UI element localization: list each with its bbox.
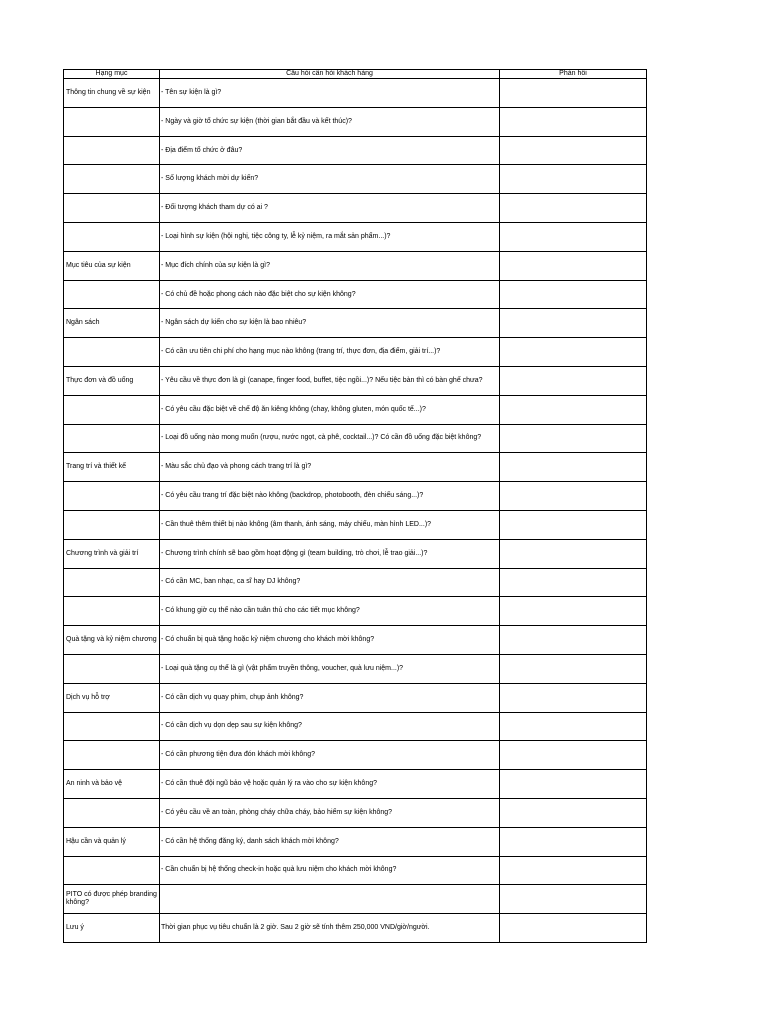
response-cell [500, 136, 647, 165]
response-cell [500, 482, 647, 511]
response-cell [500, 626, 647, 655]
response-cell [500, 280, 647, 309]
question-cell: - Cần thuê thêm thiết bị nào không (âm thanh, ánh sáng, máy chiếu, màn hình LED...)? [160, 511, 500, 540]
response-cell [500, 194, 647, 223]
question-cell: - Có cần dịch vụ quay phim, chụp ảnh không? [160, 683, 500, 712]
table-row [64, 194, 647, 223]
response-cell [500, 511, 647, 540]
response-cell [500, 827, 647, 856]
category-cell: Ngân sách [64, 309, 160, 338]
table-row [64, 539, 647, 568]
response-cell [500, 856, 647, 885]
question-cell: - Có cần MC, ban nhạc, ca sĩ hay DJ không? [160, 568, 500, 597]
response-cell [500, 453, 647, 482]
category-cell [64, 798, 160, 827]
response-cell [500, 798, 647, 827]
question-cell: - Cần chuẩn bị hệ thống check-in hoặc quà lưu niệm cho khách mời không? [160, 856, 500, 885]
response-cell [500, 107, 647, 136]
response-cell [500, 223, 647, 252]
table-row [64, 597, 647, 626]
response-cell [500, 165, 647, 194]
response-cell [500, 539, 647, 568]
table-row [64, 309, 647, 338]
category-cell: Quà tặng và kỷ niệm chương [64, 626, 160, 655]
category-cell [64, 568, 160, 597]
header-response: Phản hồi [500, 70, 647, 79]
table-row [64, 712, 647, 741]
response-cell [500, 654, 647, 683]
category-cell [64, 107, 160, 136]
question-cell: - Loại quà tặng cụ thể là gì (vật phẩm truyền thông, voucher, quà lưu niệm...)? [160, 654, 500, 683]
response-cell [500, 683, 647, 712]
response-cell [500, 885, 647, 914]
response-cell [500, 568, 647, 597]
category-cell [64, 165, 160, 194]
category-cell [64, 856, 160, 885]
question-cell: Thời gian phục vụ tiêu chuẩn là 2 giờ. Sau 2 giờ sẽ tính thêm 250,000 VND/giờ/người. [160, 914, 500, 943]
category-cell: Dịch vụ hỗ trợ [64, 683, 160, 712]
question-cell: - Có cần ưu tiên chi phí cho hạng mục nào không (trang trí, thực đơn, địa điểm, giải trí...)? [160, 338, 500, 367]
question-cell: - Số lượng khách mời dự kiến? [160, 165, 500, 194]
category-cell: Trang trí và thiết kế [64, 453, 160, 482]
question-cell [160, 885, 500, 914]
question-cell: - Có cần hệ thống đăng ký, danh sách khách mời không? [160, 827, 500, 856]
header-question: Câu hỏi cần hỏi khách hàng [160, 70, 500, 79]
response-cell [500, 914, 647, 943]
table-row [64, 856, 647, 885]
table-row [64, 367, 647, 396]
category-cell [64, 511, 160, 540]
table-row [64, 654, 647, 683]
category-cell: Thực đơn và đồ uống [64, 367, 160, 396]
table-row [64, 251, 647, 280]
category-cell [64, 482, 160, 511]
table-row [64, 107, 647, 136]
table-row [64, 683, 647, 712]
question-cell: - Có cần phương tiện đưa đón khách mời không? [160, 741, 500, 770]
question-cell: - Có khung giờ cụ thể nào cần tuân thủ cho các tiết mục không? [160, 597, 500, 626]
category-cell [64, 741, 160, 770]
header-row [64, 70, 647, 79]
question-cell: - Có yêu cầu đặc biệt về chế độ ăn kiêng không (chay, không gluten, món quốc tế...)? [160, 395, 500, 424]
category-cell [64, 194, 160, 223]
table-row [64, 165, 647, 194]
question-cell: - Yêu cầu về thực đơn là gì (canape, finger food, buffet, tiệc ngồi...)? Nếu tiệc bàn thì có bàn ghế chưa? [160, 367, 500, 396]
question-cell: - Loại hình sự kiện (hội nghị, tiệc công ty, lễ kỷ niệm, ra mắt sản phẩm...)? [160, 223, 500, 252]
question-cell: - Mục đích chính của sự kiện là gì? [160, 251, 500, 280]
question-cell: - Địa điểm tổ chức ở đâu? [160, 136, 500, 165]
table-row [64, 280, 647, 309]
table-row [64, 482, 647, 511]
question-cell: - Có cần dịch vụ dọn dẹp sau sự kiện không? [160, 712, 500, 741]
response-cell [500, 597, 647, 626]
response-cell [500, 395, 647, 424]
category-cell [64, 223, 160, 252]
question-cell: - Có chuẩn bị quà tặng hoặc kỷ niệm chương cho khách mời không? [160, 626, 500, 655]
category-cell: An ninh và bảo vệ [64, 770, 160, 799]
question-cell: - Loại đồ uống nào mong muốn (rượu, nước ngọt, cà phê, cocktail...)? Có cần đồ uống đặc biệt không? [160, 424, 500, 453]
table-row [64, 770, 647, 799]
category-cell: Hậu cần và quản lý [64, 827, 160, 856]
table-row [64, 914, 647, 943]
category-cell: Lưu ý [64, 914, 160, 943]
question-cell: - Có cần thuê đội ngũ bảo vệ hoặc quản lý ra vào cho sự kiện không? [160, 770, 500, 799]
question-cell: - Ngân sách dự kiến cho sự kiện là bao nhiêu? [160, 309, 500, 338]
response-cell [500, 338, 647, 367]
table-row [64, 827, 647, 856]
header-category: Hạng mục [64, 70, 160, 79]
response-cell [500, 367, 647, 396]
table-row [64, 223, 647, 252]
response-cell [500, 424, 647, 453]
table-row [64, 453, 647, 482]
table-row [64, 79, 647, 108]
category-cell: Thông tin chung về sự kiện [64, 79, 160, 108]
category-cell [64, 424, 160, 453]
table-row [64, 511, 647, 540]
table-row [64, 741, 647, 770]
table-row [64, 424, 647, 453]
response-cell [500, 712, 647, 741]
question-cell: - Có yêu cầu về an toàn, phòng cháy chữa cháy, bảo hiểm sự kiện không? [160, 798, 500, 827]
question-cell: - Ngày và giờ tổ chức sự kiện (thời gian bắt đầu và kết thúc)? [160, 107, 500, 136]
table-row [64, 626, 647, 655]
category-cell [64, 654, 160, 683]
question-cell: - Tên sự kiện là gì? [160, 79, 500, 108]
category-cell: PITO có được phép branding không? [64, 885, 160, 914]
category-cell [64, 136, 160, 165]
category-cell [64, 395, 160, 424]
table-row [64, 136, 647, 165]
table-row [64, 338, 647, 367]
response-cell [500, 741, 647, 770]
response-cell [500, 770, 647, 799]
question-cell: - Màu sắc chủ đạo và phong cách trang trí là gì? [160, 453, 500, 482]
category-cell [64, 280, 160, 309]
category-cell [64, 597, 160, 626]
response-cell [500, 79, 647, 108]
question-cell: - Chương trình chính sẽ bao gồm hoạt động gì (team building, trò chơi, lễ trao giải...)? [160, 539, 500, 568]
question-cell: - Đối tượng khách tham dự có ai ? [160, 194, 500, 223]
question-cell: - Có yêu cầu trang trí đặc biệt nào không (backdrop, photobooth, đèn chiếu sáng...)? [160, 482, 500, 511]
response-cell [500, 309, 647, 338]
question-cell: - Có chủ đề hoặc phong cách nào đặc biệt cho sự kiện không? [160, 280, 500, 309]
table-row [64, 885, 647, 914]
category-cell: Mục tiêu của sự kiện [64, 251, 160, 280]
category-cell [64, 712, 160, 741]
category-cell [64, 338, 160, 367]
table-row [64, 798, 647, 827]
questionnaire-table [63, 69, 647, 943]
table-row [64, 568, 647, 597]
response-cell [500, 251, 647, 280]
table-row [64, 395, 647, 424]
category-cell: Chương trình và giải trí [64, 539, 160, 568]
